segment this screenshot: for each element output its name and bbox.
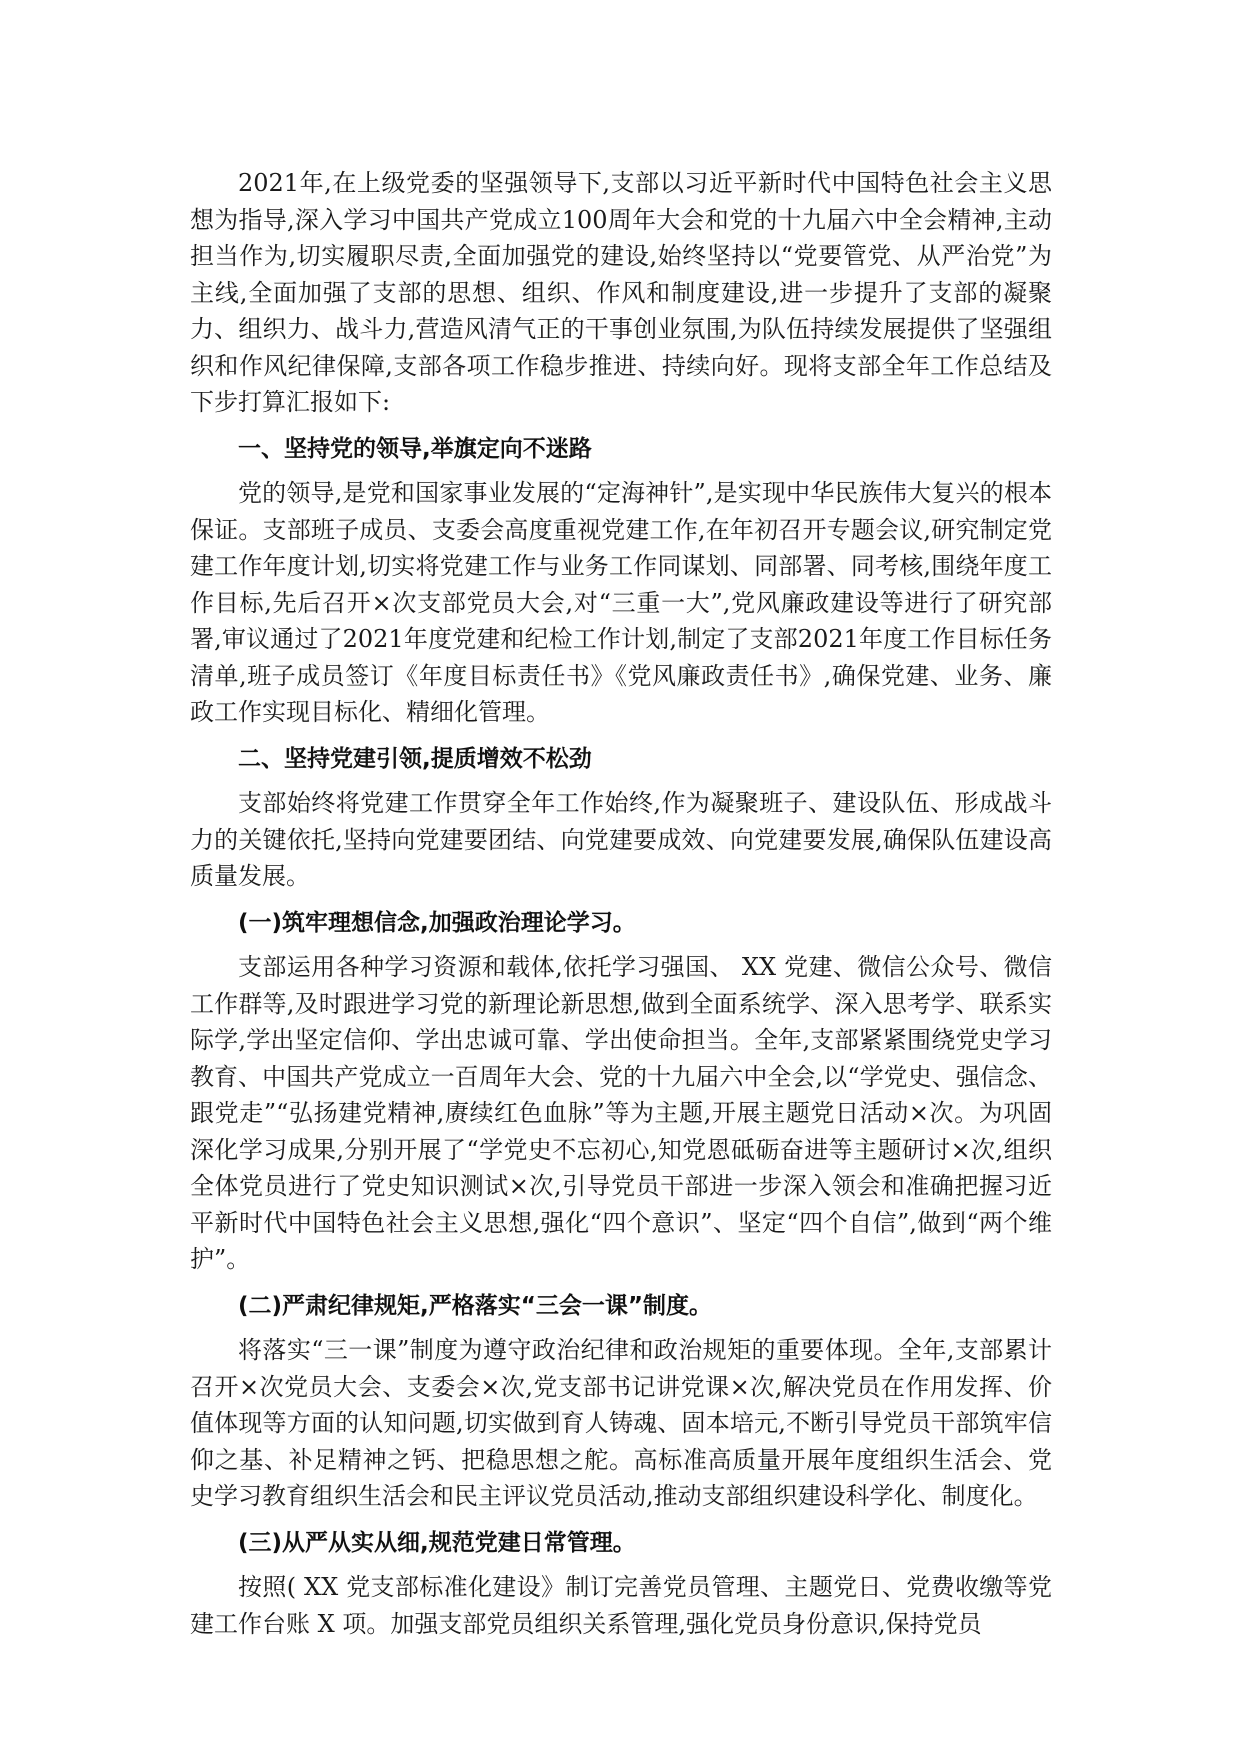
intro-paragraph: 2021年,在上级党委的坚强领导下,支部以习近平新时代中国特色社会主义思想为指导,深入学习中国共产党成立100周年大会和党的十九届六中全会精神,主动担当作为,切实履职尽责,全面加强党的建设,始终坚持以“党要管党、从严治党”为主线,全面加强了支部的思想、组织、作风和制度建设,进一步提升了支部的凝聚力、组织力、战斗力,营造风清气正的干事创业氛围,为队伍持续发展提供了坚强组织和作风纪律保障,支部各项工作稳步推进、持续向好。现将支部全年工作总结及下步打算汇报如下: [190,169,1052,416]
section-heading-2: 二、坚持党建引领,提质增效不松劲 [238,745,592,772]
subsection-heading-2: (二)严肃纪律规矩,严格落实“三会一课”制度。 [238,1292,712,1319]
subsection-2-paragraph: 将落实“三一课”制度为遵守政治纪律和政治规矩的重要体现。全年,支部累计召开×次党员大会、支委会×次,党支部书记讲党课×次,解决党员在作用发挥、价值体现等方面的认知问题,切实做到育人铸魂、固本培元,不断引导党员干部筑牢信仰之基、补足精神之钙、把稳思想之舵。高标准高质量开展年度组织生活会、党史学习教育组织生活会和民主评议党员活动,推动支部组织建设科学化、制度化。 [190,1336,1052,1510]
subsection-heading-1: (一)筑牢理想信念,加强政治理论学习。 [238,909,636,936]
section-2-paragraph: 支部始终将党建工作贯穿全年工作始终,作为凝聚班子、建设队伍、形成战斗力的关键依托,坚持向党建要团结、向党建要成效、向党建要发展,确保队伍建设高质量发展。 [190,789,1052,890]
section-1-paragraph: 党的领导,是党和国家事业发展的“定海神针”,是实现中华民族伟大复兴的根本保证。支部班子成员、支委会高度重视党建工作,在年初召开专题会议,研究制定党建工作年度计划,切实将党建工作与业务工作同谋划、同部署、同考核,围绕年度工作目标,先后召开×次支部党员大会,对“三重一大”,党风廉政建设等进行了研究部署,审议通过了2021年度党建和纪检工作计划,制定了支部2021年度工作目标任务清单,班子成员签订《年度目标责任书》《党风廉政责任书》,确保党建、业务、廉政工作实现目标化、精细化管理。 [190,479,1052,726]
section-heading-1: 一、坚持党的领导,举旗定向不迷路 [238,435,592,462]
subsection-3-paragraph: 按照( XX 党支部标准化建设》制订完善党员管理、主题党日、党费收缴等党建工作台账 X 项。加强支部党员组织关系管理,强化党员身份意识,保持党员 [190,1573,1052,1638]
document-content [190,165,1052,1642]
subsection-1-paragraph: 支部运用各种学习资源和载体,依托学习强国、 XX 党建、微信公众号、微信工作群等,及时跟进学习党的新理论新思想,做到全面系统学、深入思考学、联系实际学,学出坚定信仰、学出忠诚可靠、学出使命担当。全年,支部紧紧围绕党史学习教育、中国共产党成立一百周年大会、党的十九届六中全会,以“学党史、强信念、跟党走”“弘扬建党精神,赓续红色血脉”等为主题,开展主题党日活动×次。为巩固深化学习成果,分别开展了“学党史不忘初心,知党恩砥砺奋进等主题研讨×次,组织全体党员进行了党史知识测试×次,引导党员干部进一步深入领会和准确把握习近平新时代中国特色社会主义思想,强化“四个意识”、坚定“四个自信”,做到“两个维护”。 [190,953,1052,1273]
subsection-heading-3: (三)从严从实从细,规范党建日常管理。 [238,1529,636,1556]
